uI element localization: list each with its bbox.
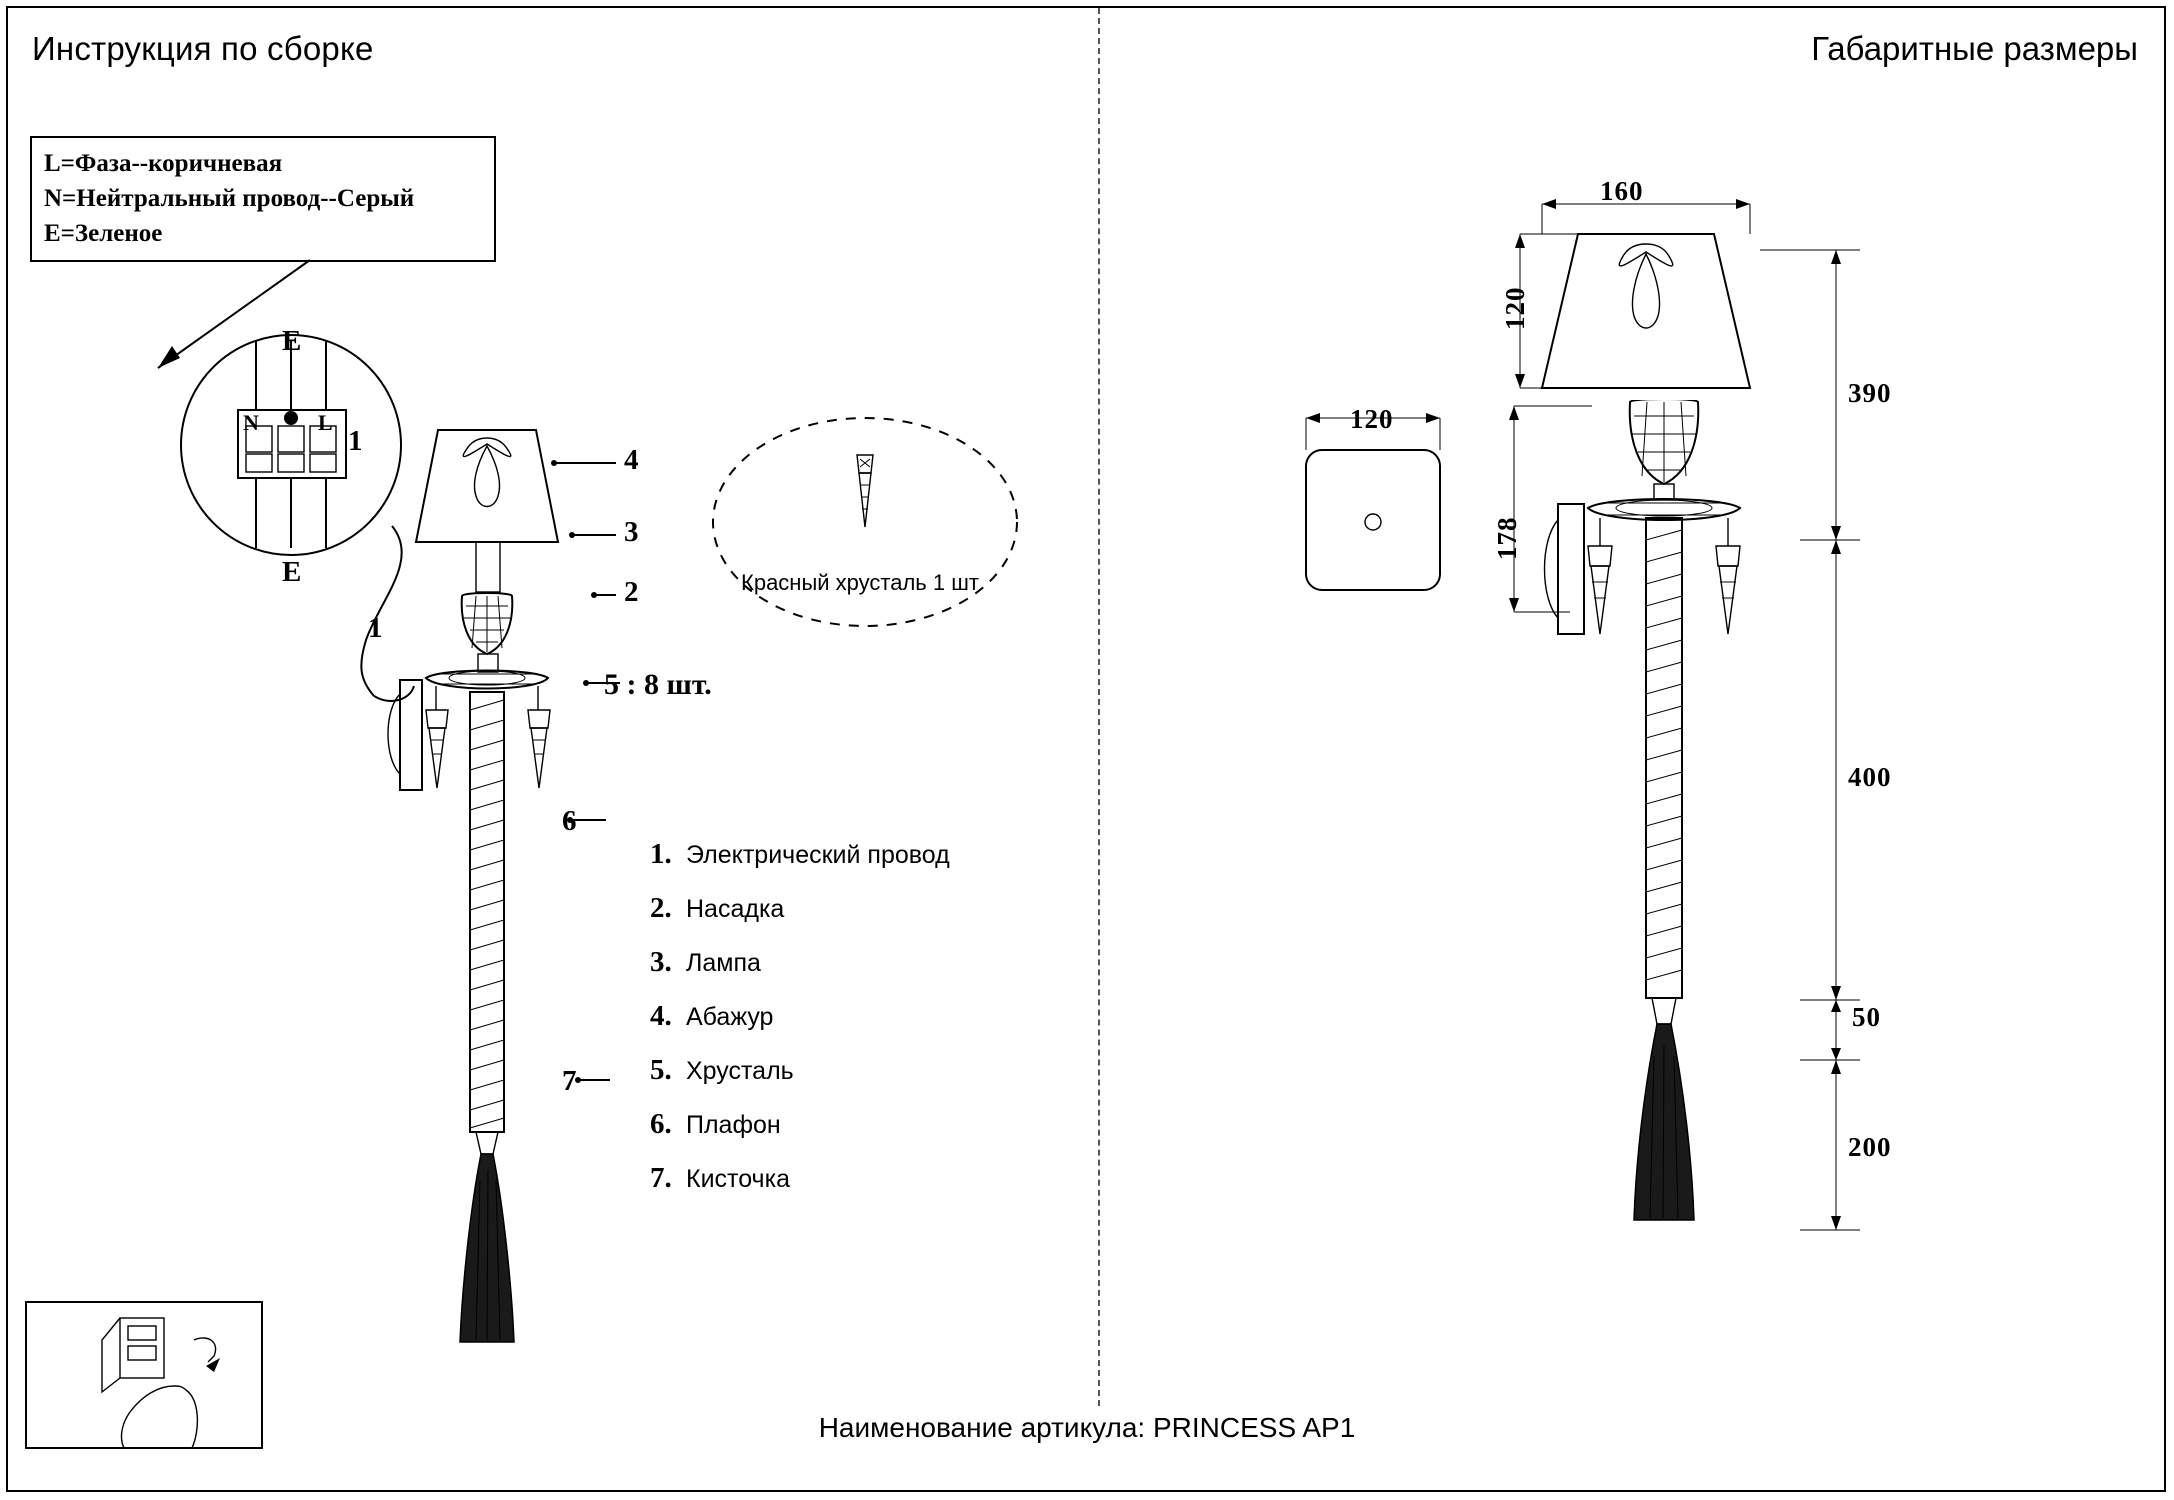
dim-projection: 178 xyxy=(1492,516,1522,560)
dim-shade-width: 160 xyxy=(1600,176,1644,206)
terminal-label-e-bottom: E xyxy=(282,556,302,588)
legend-line-n: N=Нейтральный провод--Серый xyxy=(44,185,415,212)
callout-2: 2 xyxy=(624,576,639,608)
part-label: Лампа xyxy=(686,949,761,977)
part-item xyxy=(650,838,1070,892)
wiring-legend-box xyxy=(30,136,496,262)
red-crystal-note: Красный хрусталь 1 шт xyxy=(741,570,979,595)
part-label: Хрусталь xyxy=(686,1057,794,1085)
part-label: Плафон xyxy=(686,1111,781,1139)
article-caption: Наименование артикула: PRINCESS AP1 xyxy=(818,1412,1356,1443)
switch-instruction-icon xyxy=(24,1300,264,1450)
part-number: 7. xyxy=(650,1162,672,1194)
callout-6: 6 xyxy=(562,805,577,837)
callout-7: 7 xyxy=(562,1065,577,1097)
dim-total-top: 390 xyxy=(1848,378,1892,408)
part-number: 1. xyxy=(650,838,672,870)
page-title-right: Габаритные размеры xyxy=(1811,30,2138,67)
part-label: Электрический провод xyxy=(686,841,950,869)
part-number: 3. xyxy=(650,946,672,978)
part-number: 6. xyxy=(650,1108,672,1140)
terminal-label-e-top: E xyxy=(282,325,302,357)
part-label: Абажур xyxy=(686,1003,774,1031)
callout-4: 4 xyxy=(624,444,639,476)
part-label: Насадка xyxy=(686,895,785,923)
terminal-label-n: N xyxy=(243,410,259,435)
legend-line-l: L=Фаза--коричневая xyxy=(44,150,283,177)
part-number: 5. xyxy=(650,1054,672,1086)
dim-tassel: 200 xyxy=(1848,1132,1892,1162)
page-title-left: Инструкция по сборке xyxy=(32,30,374,67)
dim-tube: 400 xyxy=(1848,762,1892,792)
dim-gap: 50 xyxy=(1852,1002,1881,1032)
terminal-label-l: L xyxy=(318,410,333,435)
part-item xyxy=(650,1054,1070,1108)
part-item xyxy=(650,946,1070,1000)
part-number: 4. xyxy=(650,1000,672,1032)
vertical-divider xyxy=(1098,8,1100,1406)
part-label: Кисточка xyxy=(686,1165,790,1193)
part-number: 2. xyxy=(650,892,672,924)
terminal-callout-1: 1 xyxy=(348,425,363,457)
part-item xyxy=(650,1108,1070,1162)
parts-list xyxy=(650,838,1070,1216)
callout-1: 1 xyxy=(368,612,383,644)
dim-base-width: 120 xyxy=(1350,404,1394,434)
callout-3: 3 xyxy=(624,516,639,548)
part-item xyxy=(650,1000,1070,1054)
part-item xyxy=(650,1162,1070,1216)
wall-plate-drawing xyxy=(1290,400,1510,640)
red-crystal-detail xyxy=(710,415,1020,630)
part-item xyxy=(650,892,1070,946)
dim-shade-height: 120 xyxy=(1500,286,1530,330)
legend-line-e: E=Зеленое xyxy=(44,220,163,247)
callout-5: 5 : 8 шт. xyxy=(604,668,712,701)
